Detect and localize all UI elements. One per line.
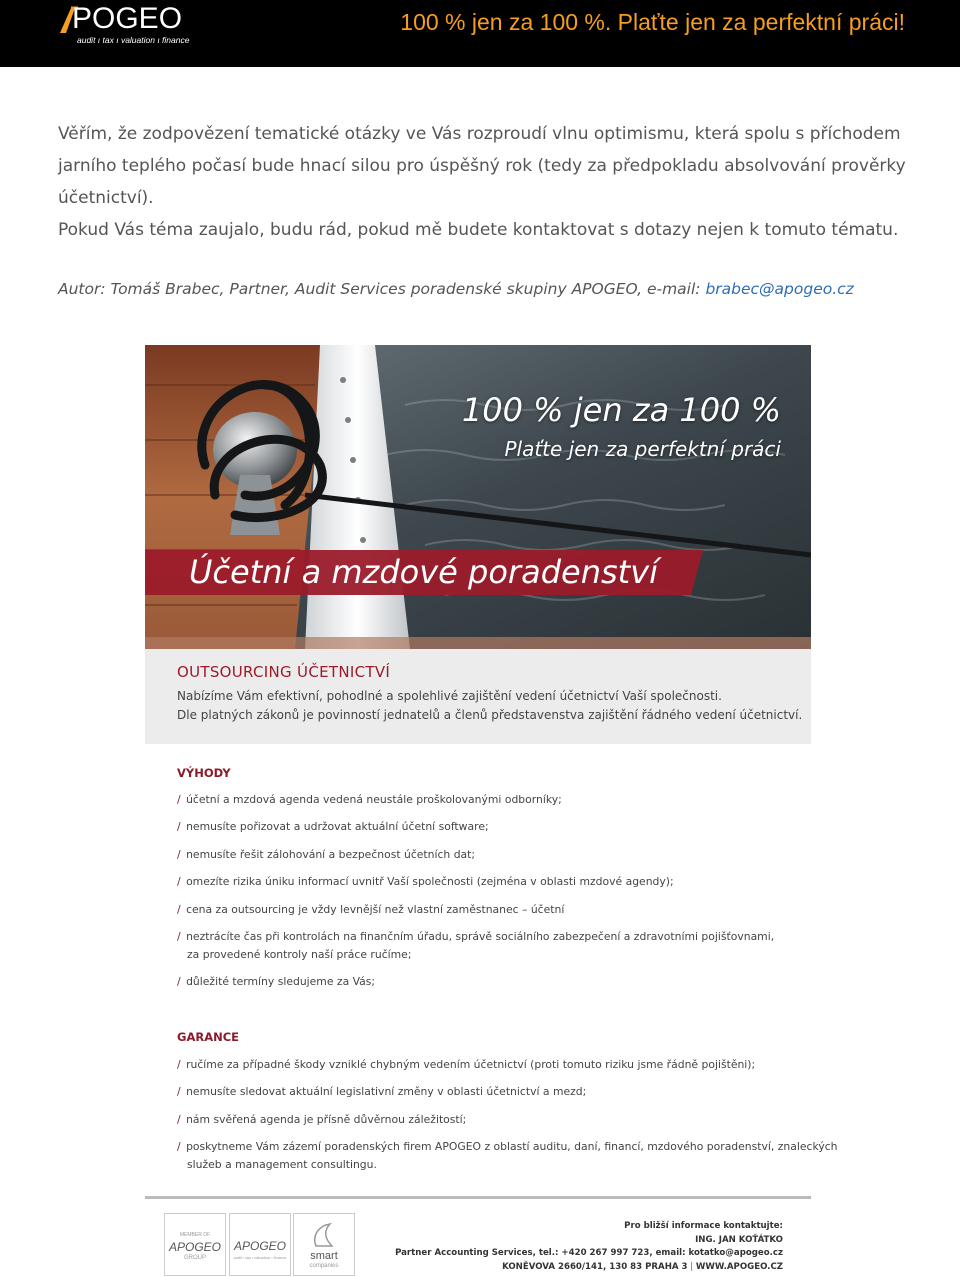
outsourcing-line-2: Dle platných zákonů je povinností jednatelů a členů představenstva zajištění řádného vedení účetnictví. [177,708,803,722]
advantage-item: / omezíte rizika úniku informací uvnitř Vaší společnosti (zejména v oblasti mzdové agendy); [177,875,674,888]
slogan-part1: 100 % jen za 100 %. [400,9,612,35]
contact-label: Pro bližší informace kontaktujte: [624,1221,783,1231]
footer-logo-apogeo-group[interactable]: MEMBER OF APOGEO GROUP [164,1213,226,1276]
intro-paragraph-2: Pokud Vás téma zaujalo, budu rád, pokud mě budete kontaktovat s dotazy nejen k tomuto tématu. [58,220,899,240]
intro-paragraph-1: Věřím, že zodpovězení tematické otázky ve Vás rozproudí vlnu optimismu, která spolu s příchodem jarního teplého počasí bude hnací silou pro úspěšný rok (tedy za předpokladu absolvování prověrky účetnictví). [58,124,906,208]
author-prefix: Autor: Tomáš Brabec, Partner, Audit Services poradenské skupiny APOGEO, e-mail: [58,280,706,298]
banner-subline: Plaťte jen za perfektní práci [504,437,781,461]
advantage-item: / nemusíte pořizovat a udržovat aktuální účetní software; [177,820,489,833]
header-slogan [400,9,905,36]
advantage-item: / důležité termíny sledujeme za Vás; [177,975,376,988]
outsourcing-line-1: Nabízíme Vám efektivní, pohodlné a spolehlivé zajištění vedení účetnictví Vaší společnosti. [177,689,722,703]
footer-contact: Pro bližší informace kontaktujte: ING. JAN KOŤÁTKO Partner Accounting Services, tel.: +420 267 997 723, email: kotatko@apogeo.cz KONĚVOVA 2660/141, 130 83 PRAHA 3 | WWW.APOGEO.CZ [395,1221,783,1272]
advantage-item: / neztrácíte čas při kontrolách na finančním úřadu, správě sociálního zabezpečení a zdravotními pojišťovnami, za provedené kontroly naší práce ručíme; [177,930,775,961]
promo-banner [145,345,811,649]
guarantee-item: / ručíme za případné škody vzniklé chybným vedením účetnictví (proti tomuto riziku jsme řádně pojištěni); [177,1058,756,1071]
footer-logo-apogeo[interactable]: APOGEO audit ı tax ı valuation ı finance [229,1213,291,1276]
banner-ribbon-title: Účetní a mzdové poradenství [189,553,659,591]
author-email-link[interactable]: brabec@apogeo.cz [705,280,854,298]
guarantee-item: / nám svěřená agenda je přísně důvěrnou záležitostí; [177,1113,467,1126]
advantage-item: / cena za outsourcing je vždy levnější než vlastní zaměstnanec – účetní [177,903,565,916]
contact-line[interactable]: Partner Accounting Services, tel.: +420 267 997 723, email: kotatko@apogeo.cz [395,1248,783,1258]
contact-website-link[interactable]: WWW.APOGEO.CZ [695,1261,783,1272]
logo-text: POGEO [72,2,183,35]
apogeo-logo[interactable] [58,2,218,46]
smart-logo-icon [310,1222,340,1248]
outsourcing-box [145,649,811,744]
logo-tagline: audit ı tax ı valuation ı finance [77,35,190,45]
advantages-title: VÝHODY [177,766,231,780]
slogan-part2: Plaťte jen za perfektní práci! [611,9,905,35]
guarantee-item: / poskytneme Vám zázemí poradenských firem APOGEO z oblastí auditu, daní, financí, mzdového poradenství, znaleckých služeb a management consultingu. [177,1140,838,1171]
header-bar [0,0,960,67]
outsourcing-title: OUTSOURCING ÚČETNICTVÍ [177,663,391,681]
advantage-item: / účetní a mzdová agenda vedená neustále proškolovanými odborníky; [177,793,562,806]
intro-text [58,118,918,246]
footer-divider [145,1196,811,1199]
advantage-item: / nemusíte řešit zálohování a bezpečnost účetních dat; [177,848,476,861]
author-line [58,280,854,298]
contact-address: KONĚVOVA 2660/141, 130 83 PRAHA 3 [502,1261,688,1272]
contact-name: ING. JAN KOŤÁTKO [695,1234,783,1245]
guarantee-title: GARANCE [177,1030,240,1044]
footer-logo-smart-companies[interactable]: smart companies [293,1213,355,1276]
banner-headline: 100 % jen za 100 % [461,391,781,429]
guarantee-item: / nemusíte sledovat aktuální legislativní změny v oblasti účetnictví a mezd; [177,1085,587,1098]
